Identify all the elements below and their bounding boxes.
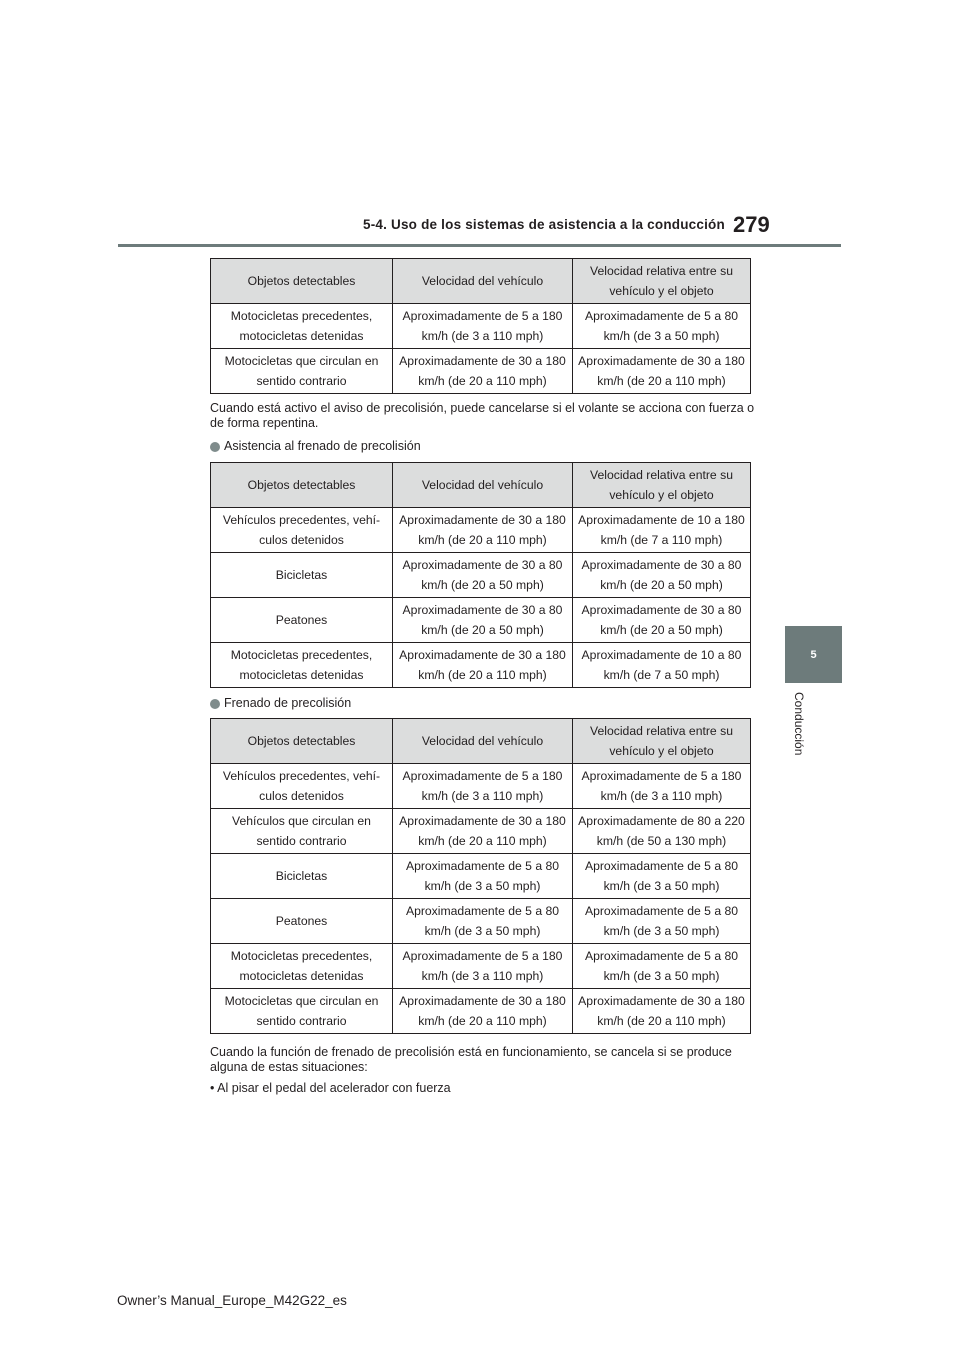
- table-cell: Aproximadamente de 30 a 80 km/h (de 20 a 50 mph): [393, 598, 573, 643]
- header-relative-speed: Velocidad relativa entre su vehículo y el objeto: [573, 259, 751, 304]
- table-cell: Peatones: [211, 899, 393, 944]
- table-cell: Peatones: [211, 598, 393, 643]
- table-cell: Aproximadamente de 5 a 80 km/h (de 3 a 50 mph): [393, 899, 573, 944]
- header-vehicle-speed: Velocidad del vehículo: [393, 463, 573, 508]
- table-cell: Aproximadamente de 5 a 80 km/h (de 3 a 50 mph): [573, 304, 751, 349]
- table-header-row: [211, 463, 751, 508]
- table-cell: Vehículos precedentes, vehí-culos detenidos: [211, 764, 393, 809]
- table-cell: Motocicletas precedentes, motocicletas detenidas: [211, 304, 393, 349]
- table-cell: Aproximadamente de 30 a 180 km/h (de 20 a 110 mph): [573, 349, 751, 394]
- table-cell: Aproximadamente de 30 a 80 km/h (de 20 a 50 mph): [573, 553, 751, 598]
- table-cell: Vehículos precedentes, vehí-culos detenidos: [211, 508, 393, 553]
- table-row: [211, 304, 751, 349]
- header-divider: [118, 244, 841, 247]
- table-cell: Aproximadamente de 5 a 180 km/h (de 3 a 110 mph): [573, 764, 751, 809]
- table-cell: Aproximadamente de 5 a 80 km/h (de 3 a 50 mph): [573, 944, 751, 989]
- table-cell: Aproximadamente de 5 a 80 km/h (de 3 a 50 mph): [393, 854, 573, 899]
- table-cell: Motocicletas precedentes, motocicletas detenidas: [211, 643, 393, 688]
- bullet-dot-icon: [210, 442, 220, 452]
- table-cell: Aproximadamente de 5 a 80 km/h (de 3 a 50 mph): [573, 854, 751, 899]
- table-row: [211, 854, 751, 899]
- page-footer: Owner’s Manual_Europe_M42G22_es: [117, 1293, 347, 1308]
- header-detectable-objects: Objetos detectables: [211, 719, 393, 764]
- header-relative-speed: Velocidad relativa entre su vehículo y el objeto: [573, 463, 751, 508]
- table-row: [211, 944, 751, 989]
- header-vehicle-speed: Velocidad del vehículo: [393, 259, 573, 304]
- header-vehicle-speed: Velocidad del vehículo: [393, 719, 573, 764]
- table-cell: Aproximadamente de 5 a 180 km/h (de 3 a 110 mph): [393, 304, 573, 349]
- table-cell: Aproximadamente de 5 a 180 km/h (de 3 a 110 mph): [393, 764, 573, 809]
- warning-speed-table: [210, 258, 751, 394]
- table-row: [211, 809, 751, 854]
- table-cell: Aproximadamente de 80 a 220 km/h (de 50 a 130 mph): [573, 809, 751, 854]
- table-cell: Aproximadamente de 30 a 180 km/h (de 20 a 110 mph): [573, 989, 751, 1034]
- table-cell: Aproximadamente de 30 a 80 km/h (de 20 a 50 mph): [393, 553, 573, 598]
- table-row: [211, 508, 751, 553]
- table-row: [211, 349, 751, 394]
- table-cell: Aproximadamente de 30 a 180 km/h (de 20 a 110 mph): [393, 349, 573, 394]
- chapter-tab: [785, 626, 842, 683]
- table-cell: Motocicletas precedentes, motocicletas detenidas: [211, 944, 393, 989]
- warning-cancel-note: Cuando está activo el aviso de precolisión, puede cancelarse si el volante se acciona con fuerza o de forma repentina.: [210, 401, 755, 430]
- table-cell: Vehículos que circulan en sentido contrario: [211, 809, 393, 854]
- table-cell: Aproximadamente de 5 a 80 km/h (de 3 a 50 mph): [573, 899, 751, 944]
- header-detectable-objects: Objetos detectables: [211, 259, 393, 304]
- table-row: [211, 764, 751, 809]
- table-cell: Bicicletas: [211, 553, 393, 598]
- table-row: [211, 643, 751, 688]
- table-row: [211, 553, 751, 598]
- section-pre-collision-braking-heading: [210, 696, 351, 711]
- table-cell: Aproximadamente de 30 a 180 km/h (de 20 a 110 mph): [393, 643, 573, 688]
- header-detectable-objects: Objetos detectables: [211, 463, 393, 508]
- table-cell: Aproximadamente de 30 a 80 km/h (de 20 a 50 mph): [573, 598, 751, 643]
- table-cell: Aproximadamente de 30 a 180 km/h (de 20 a 110 mph): [393, 508, 573, 553]
- page-number: 279: [733, 212, 770, 237]
- section-brake-assist-title: Asistencia al frenado de precolisión: [224, 439, 421, 453]
- bullet-dot-icon: [210, 699, 220, 709]
- table-cell: Aproximadamente de 5 a 180 km/h (de 3 a 110 mph): [393, 944, 573, 989]
- header-relative-speed: Velocidad relativa entre su vehículo y el objeto: [573, 719, 751, 764]
- brake-assist-speed-table: [210, 462, 751, 688]
- cancel-condition-item: • Al pisar el pedal del acelerador con fuerza: [210, 1081, 451, 1095]
- page-header-title: 5-4. Uso de los sistemas de asistencia a la conducción: [363, 217, 725, 232]
- chapter-label: Conducción: [792, 692, 806, 756]
- pre-collision-braking-speed-table: [210, 718, 751, 1034]
- table-cell: Aproximadamente de 10 a 80 km/h (de 7 a 50 mph): [573, 643, 751, 688]
- table-cell: Aproximadamente de 10 a 180 km/h (de 7 a 110 mph): [573, 508, 751, 553]
- chapter-number: 5: [810, 648, 817, 661]
- table-row: [211, 899, 751, 944]
- table-cell: Motocicletas que circulan en sentido contrario: [211, 989, 393, 1034]
- section-brake-assist-heading: [210, 439, 421, 454]
- table-cell: Aproximadamente de 30 a 180 km/h (de 20 a 110 mph): [393, 989, 573, 1034]
- table-row: [211, 989, 751, 1034]
- table-row: [211, 598, 751, 643]
- table-cell: Aproximadamente de 30 a 180 km/h (de 20 a 110 mph): [393, 809, 573, 854]
- table-cell: Bicicletas: [211, 854, 393, 899]
- table-header-row: [211, 719, 751, 764]
- section-pre-collision-braking-title: Frenado de precolisión: [224, 696, 352, 710]
- table-header-row: [211, 259, 751, 304]
- braking-cancel-note: Cuando la función de frenado de precolisión está en funcionamiento, se cancela si se produce alguna de estas situaciones:: [210, 1045, 732, 1074]
- table-cell: Motocicletas que circulan en sentido contrario: [211, 349, 393, 394]
